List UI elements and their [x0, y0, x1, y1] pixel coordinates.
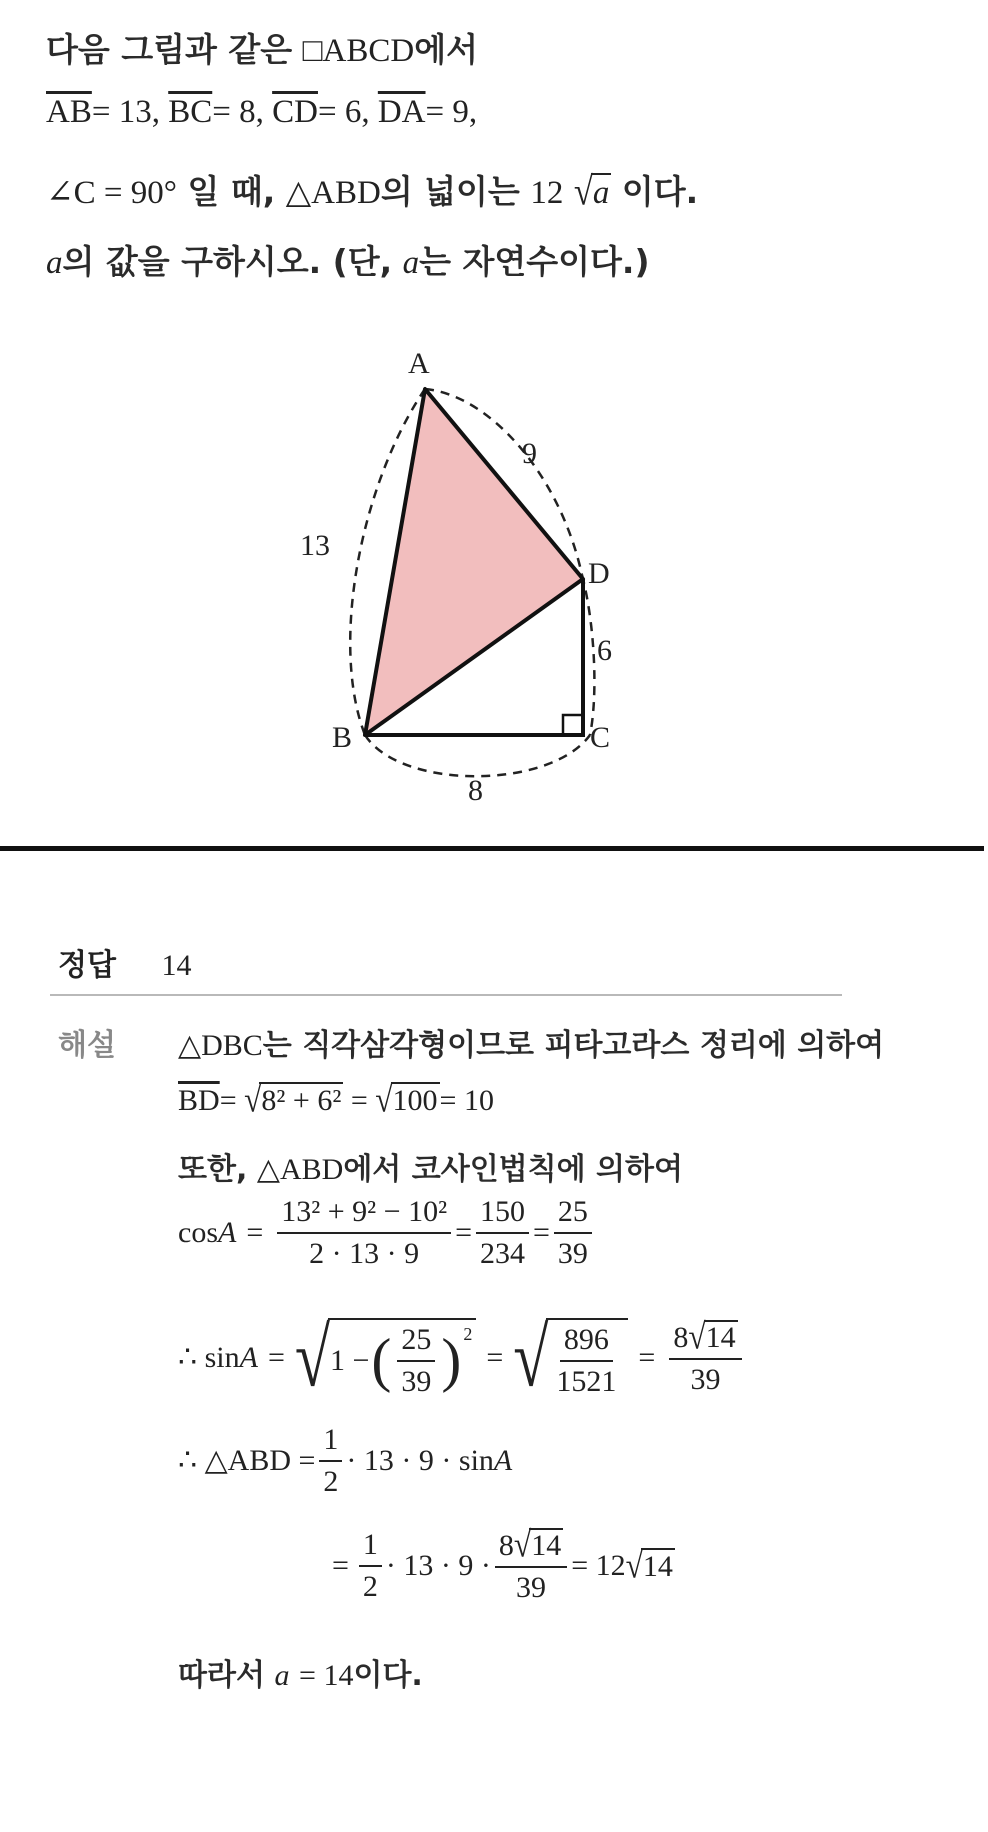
sin-f2-num: 896: [560, 1324, 613, 1362]
cosine-law-text: 에서 코사인법칙에 의하여: [343, 1152, 683, 1187]
area2-f-num: [495, 1524, 567, 1568]
side-da-value: = 9,: [425, 94, 478, 130]
radicand-8-6: 8² + 6²: [261, 1084, 342, 1117]
sin-f2-radicand: [546, 1318, 628, 1397]
section-divider: [0, 846, 984, 851]
condition-natural: 는 자연수이다.): [419, 242, 650, 281]
sin-f3-coef: 8: [673, 1321, 689, 1354]
question-line-2: [46, 94, 477, 131]
sin-in-num: 25: [397, 1324, 435, 1362]
cos-eq: =: [246, 1215, 264, 1249]
cos-f3-num: 25: [554, 1196, 592, 1234]
eq-sign: =: [219, 1084, 237, 1117]
explanation-label-text: 해설: [58, 1028, 116, 1063]
area-prefix: ∴ △ABD =: [178, 1444, 316, 1477]
bd-result: = 10: [439, 1084, 494, 1117]
segment-bd: $\overline{BD}$: [178, 1084, 220, 1117]
condition-text: 일 때,: [187, 172, 276, 211]
cos-line: [178, 1196, 596, 1269]
paren-open: (: [371, 1327, 392, 1393]
angle-c: ∠C = 90°: [46, 175, 177, 211]
area-rest: · 13 · 9 · sin: [346, 1443, 494, 1477]
side-da-name: $\overline{DA}$: [377, 94, 426, 130]
sin-eq: =: [267, 1340, 285, 1374]
sin-eq-3: =: [638, 1340, 656, 1374]
cos-den: 2 · 13 · 9: [309, 1236, 420, 1270]
sin-fraction-3: [669, 1316, 741, 1396]
area2-result-rad: 14: [642, 1549, 673, 1583]
question-line-1: [46, 24, 478, 71]
big-sqrt-1: √: [294, 1310, 330, 1403]
label-9: 9: [522, 437, 537, 470]
area2-result: = 12: [571, 1548, 626, 1582]
eq-sign-2: =: [350, 1084, 368, 1117]
triangle-abd-shaded: [365, 389, 583, 735]
sin-f2-den: 1521: [556, 1364, 617, 1398]
cos-var: A: [218, 1215, 237, 1249]
vertex-d: D: [588, 557, 610, 590]
area-sqrt: √a: [573, 170, 610, 214]
half-num: 1: [319, 1424, 342, 1462]
question-suffix: 에서: [414, 30, 479, 69]
cos-eq-3: =: [533, 1215, 550, 1249]
also-text: 또한,: [178, 1152, 248, 1187]
cos-f3-den: 39: [557, 1236, 588, 1270]
squared: 2: [463, 1324, 473, 1344]
sin-f3-den: 39: [690, 1362, 721, 1396]
paren-close: ): [441, 1327, 462, 1393]
half-fraction-2: [359, 1529, 382, 1602]
exp-line-1: [178, 1020, 884, 1064]
area2-mid: · 13 · 9 ·: [385, 1548, 491, 1582]
ask-text: 의 값을 구하시오. (단,: [62, 242, 393, 281]
sin-var: A: [239, 1340, 258, 1374]
answer-label: 정답: [58, 948, 116, 983]
cos-f2-den: 234: [480, 1236, 525, 1270]
sin-inner-fraction: [397, 1324, 435, 1397]
half-den: 2: [323, 1464, 339, 1498]
exp-line-3: [178, 1144, 683, 1188]
area-text: 의 넓이는: [380, 172, 520, 211]
explanation-label: [58, 1020, 116, 1064]
cos-fraction-2: [476, 1196, 529, 1269]
area2-f-coef: 8: [498, 1529, 514, 1562]
sin-one: 1 −: [329, 1343, 370, 1377]
var-a: a: [46, 245, 63, 281]
question-line-4: [46, 236, 650, 283]
pythagoras-text: 는 직각삼각형이므로 피타고라스 정리에 의하여: [262, 1028, 885, 1063]
sqrt-8-6: √8² + 6²: [244, 1079, 342, 1120]
answer-row: [58, 940, 192, 984]
question-line-3: [46, 166, 698, 213]
triangle-abd-2: △ABD: [256, 1153, 344, 1186]
side-bc-name: $\overline{BC}$: [168, 94, 213, 130]
label-8: 8: [468, 774, 483, 807]
area-line-2: [332, 1524, 675, 1604]
final-eq: = 14: [299, 1659, 354, 1692]
cos-fraction-1: [277, 1196, 451, 1269]
sin-in-den: 39: [401, 1364, 432, 1398]
area-line-1: [178, 1424, 512, 1497]
area-var: A: [493, 1443, 513, 1477]
var-a-2: a: [402, 245, 420, 281]
sin-line: [178, 1310, 746, 1403]
cos-f2-num: 150: [476, 1196, 529, 1234]
half2-den: 2: [362, 1569, 378, 1603]
sin-eq-2: =: [486, 1340, 504, 1374]
final-line: [178, 1650, 423, 1694]
final-var: a: [274, 1659, 290, 1692]
area2-fraction: [495, 1524, 567, 1604]
area2-f-sqrt: √14: [513, 1524, 562, 1565]
sin-f3-rad: 14: [705, 1321, 736, 1354]
arc-bc: [365, 735, 590, 776]
final-end: 이다.: [353, 1658, 423, 1693]
answer-rule: [50, 994, 842, 996]
cos-eq-2: =: [455, 1215, 472, 1249]
area-coef: 12: [530, 175, 564, 211]
sin-radicand: [328, 1318, 476, 1397]
triangle-dbc: △DBC: [178, 1029, 263, 1062]
cos-label: cos: [178, 1215, 218, 1249]
sin-prefix: ∴ sin: [178, 1341, 240, 1374]
final-text: 따라서: [178, 1658, 265, 1693]
right-angle-marker: [563, 715, 583, 735]
quadrilateral-symbol: □ABCD: [302, 33, 415, 69]
area2-eq: =: [332, 1548, 349, 1582]
sin-fraction-2: [552, 1324, 620, 1397]
area2-f-den: 39: [516, 1570, 547, 1604]
area-sqrt-var: a: [592, 175, 610, 211]
triangle-abd: △ABD: [285, 175, 381, 211]
exp-line-2: [178, 1079, 494, 1120]
big-sqrt-2: √: [513, 1310, 549, 1403]
sin-f3-num: [669, 1316, 741, 1360]
sqrt-100: √100: [375, 1079, 438, 1120]
question-intro: 다음 그림과 같은: [46, 30, 293, 69]
quadrilateral-figure: [300, 345, 650, 815]
area2-result-sqrt: √14: [625, 1544, 673, 1586]
label-6: 6: [597, 634, 612, 667]
side-cd-value: = 6,: [317, 94, 370, 130]
side-ab-value: = 13,: [91, 94, 160, 130]
vertex-b: B: [332, 721, 353, 754]
cos-fraction-3: [554, 1196, 592, 1269]
vertex-c: C: [590, 721, 611, 754]
half2-num: 1: [359, 1529, 382, 1567]
label-13: 13: [300, 529, 330, 562]
question-end: 이다.: [621, 172, 699, 211]
half-fraction: [319, 1424, 342, 1497]
sin-f3-sqrt: √14: [688, 1316, 736, 1357]
cos-num: 13² + 9² − 10²: [277, 1196, 451, 1234]
side-ab-name: $\overline{AB}$: [46, 94, 92, 130]
area2-f-rad: 14: [531, 1529, 562, 1562]
vertex-a: A: [408, 347, 430, 380]
side-bc-value: = 8,: [212, 94, 264, 130]
answer-value: 14: [161, 949, 192, 982]
side-cd-name: $\overline{CD}$: [272, 94, 318, 130]
radicand-100: 100: [392, 1084, 438, 1117]
